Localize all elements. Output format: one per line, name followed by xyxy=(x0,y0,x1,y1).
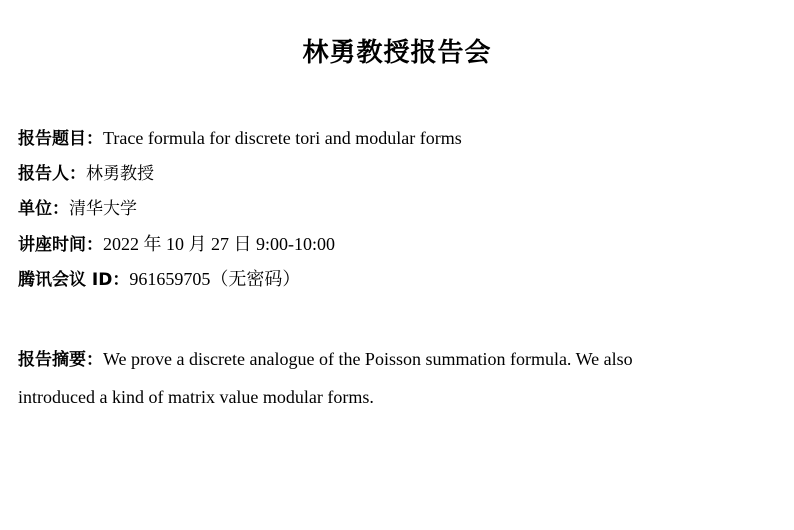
field-value-meeting-id: 961659705（无密码） xyxy=(129,268,301,289)
field-row-speaker xyxy=(18,156,776,191)
field-label-time: 讲座时间： xyxy=(18,234,103,255)
field-list xyxy=(18,121,776,297)
field-label-meeting-id: 腾讯会议 ID： xyxy=(18,269,130,290)
field-value-time: 2022 年 10 月 27 日 9:00-10:00 xyxy=(103,233,335,254)
document-page xyxy=(0,38,794,530)
page-title: 林勇教授报告会 xyxy=(302,38,492,68)
abstract-first-line xyxy=(18,341,776,379)
abstract-text-line-1: We prove a discrete analogue of the Poisson summation formula. We also xyxy=(103,348,633,369)
abstract-text-line-2: introduced a kind of matrix value modular forms. xyxy=(18,386,374,407)
field-value-speaker: 林勇教授 xyxy=(86,164,154,185)
field-row-time xyxy=(18,227,776,262)
field-value-topic: Trace formula for discrete tori and modular forms xyxy=(103,128,462,149)
field-label-speaker: 报告人： xyxy=(18,164,86,185)
field-row-affiliation xyxy=(18,191,776,226)
field-row-topic xyxy=(18,121,776,156)
abstract-section xyxy=(18,341,776,417)
field-label-topic: 报告题目： xyxy=(18,129,103,150)
field-value-affiliation: 清华大学 xyxy=(69,199,137,220)
abstract-second-line xyxy=(18,379,776,417)
field-row-meeting-id xyxy=(18,262,776,297)
field-label-affiliation: 单位： xyxy=(18,199,69,220)
abstract-label: 报告摘要： xyxy=(18,349,103,370)
